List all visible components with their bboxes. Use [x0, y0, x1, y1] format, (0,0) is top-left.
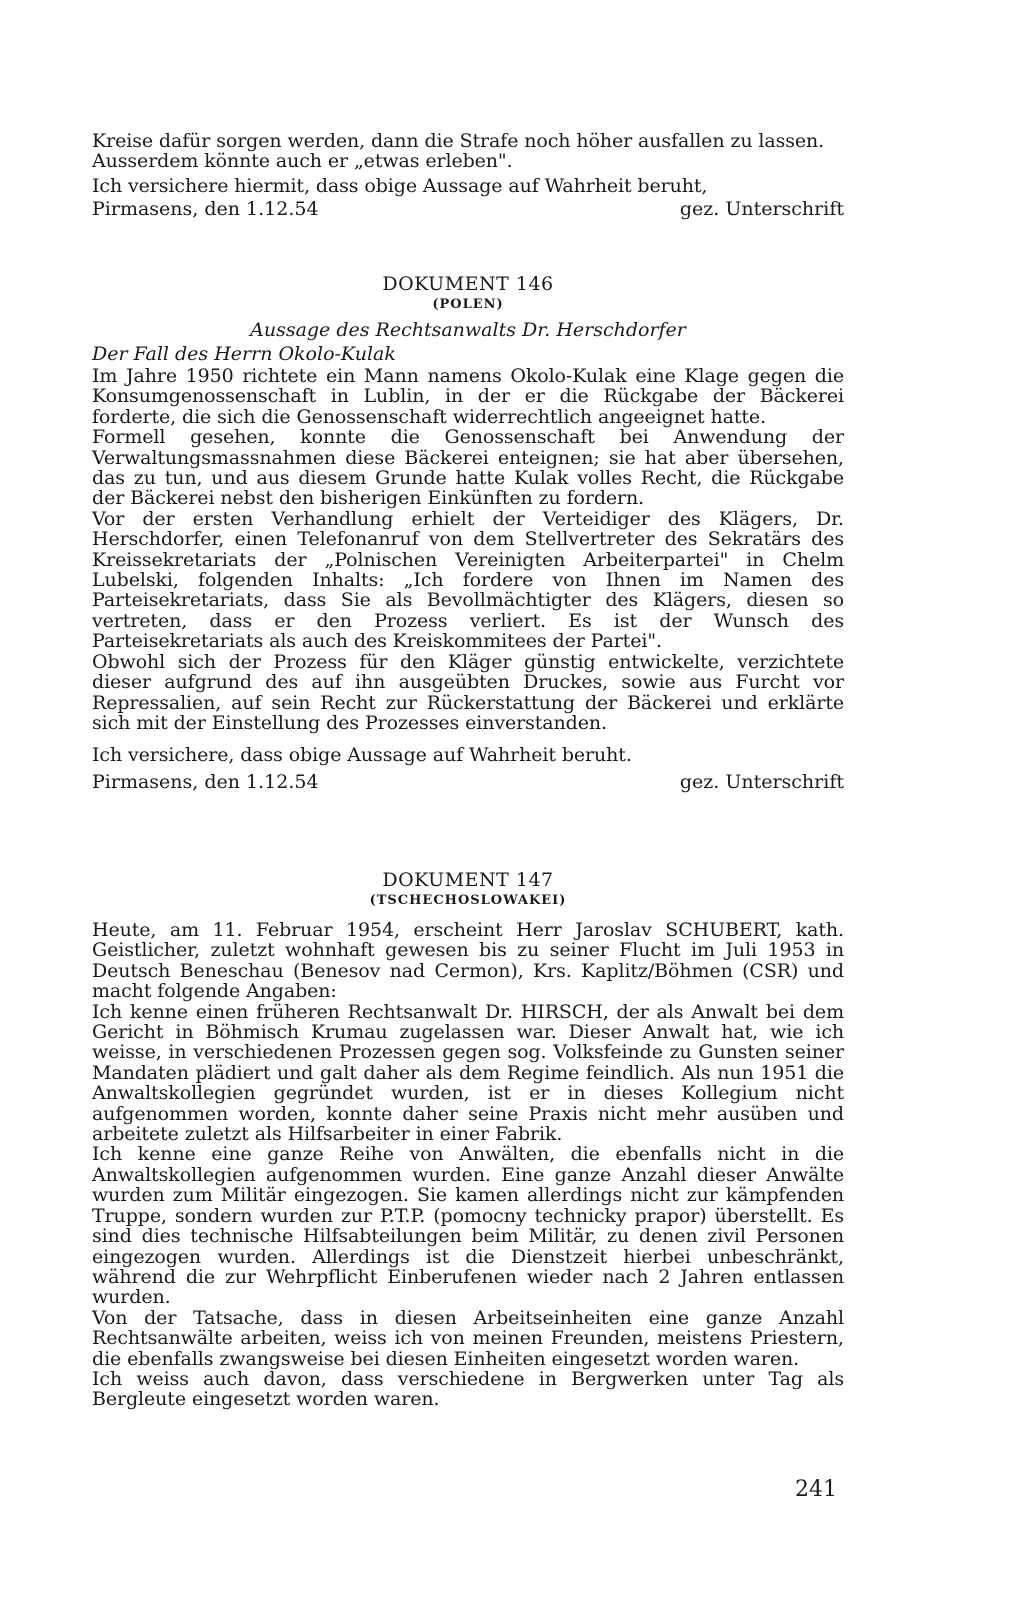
document-title: DOKUMENT 146: [382, 273, 554, 295]
signature-line: [92, 199, 844, 219]
paragraph: Ich weiss auch davon, dass verschiedene in Bergwerken unter Tag als Bergleute eingesetzt worden waren.: [92, 1367, 844, 1411]
paragraph: Ich versichere, dass obige Aussage auf Wahrheit beruht.: [92, 744, 632, 767]
paragraph: Ausserdem könnte auch er „etwas erleben".: [92, 150, 513, 173]
paragraph: Kreise dafür sorgen werden, dann die Strafe noch höher ausfallen zu lassen.: [92, 130, 825, 152]
paragraph: Formell gesehen, konnte die Genossenschaft bei Anwendung der Verwaltungsmassnahmen diese Bäckerei enteignen; sie hat aber übersehen, das zu tun, und aus diesem Grunde hatte Kulak volles Recht, die Rückgabe der Bäckerei nebst den bisherigen Einkünften zu fordern.: [92, 426, 844, 510]
place-date: Pirmasens, den 1.12.54: [92, 198, 319, 221]
paragraph: Obwohl sich der Prozess für den Kläger günstig entwickelte, verzichtete dieser aufgrund des auf ihn ausgeübten Druckes, sowie aus Furcht vor Repressalien, auf sein Recht zur Rückerstattung der Bäckerei und erklärte sich mit der Einstellung des Prozesses einverstanden.: [92, 650, 844, 734]
signature-line: [92, 772, 844, 792]
document-country: (TSCHECHOSLOWAKEI): [369, 893, 567, 908]
paragraph: Ich versichere hiermit, dass obige Aussage auf Wahrheit beruht,: [92, 174, 708, 197]
document-country: (POLEN): [432, 297, 504, 312]
document-147: [92, 868, 844, 1410]
signature: gez. Unterschrift: [679, 770, 844, 793]
document-title: DOKUMENT 147: [382, 869, 554, 891]
paragraph: Ich kenne einen früheren Rechtsanwalt Dr. HIRSCH, der als Anwalt bei dem Gericht in Böhmisch Krumau zugelassen war. Dieser Anwalt hat, wie ich weisse, in verschiedenen Prozessen gegen sog. Volksfeinde zu Gunsten seiner Mandaten plädiert und galt daher als dem Regime feindlich. Als nun 1951 die Anwaltskollegien gegründet wurden, ist er in dieses Kollegium nicht aufgenommen worden, konnte daher seine Praxis nicht mehr ausüben und arbeitete zuletzt als Hilfsarbeiter in einer Fabrik.: [92, 1000, 844, 1146]
paragraph: Vor der ersten Verhandlung erhielt der Verteidiger des Klägers, Dr. Herschdorfer, einen Telefonanruf von dem Stellvertreter des Sekratärs des Kreissekretariats der „Polnischen Vereinigten Arbeiterpartei" in Chelm Lubelski, folgenden Inhalts: „Ich fordere von Ihnen im Namen des Parteisekretariats, dass Sie als Bevollmächtigter des Klägers, diesen so vertreten, dass er den Prozess verliert. Es ist der Wunsch des Parteisekretariats als auch des Kreiskommitees der Partei".: [92, 507, 844, 653]
page-number: 241: [795, 1477, 837, 1502]
paragraph: Im Jahre 1950 richtete ein Mann namens Okolo-Kulak eine Klage gegen die Konsumgenossenschaft in Lublin, in der er die Rückgabe der Bäckerei forderte, die sich die Genossenschaft widerrechtlich angeeignet hatte.: [92, 365, 844, 428]
document-subtitle: Aussage des Rechtsanwalts Dr. Herschdorfer: [250, 319, 686, 341]
signature: gez. Unterschrift: [679, 198, 844, 221]
top-section: [92, 131, 844, 220]
paragraph: Ich kenne eine ganze Reihe von Anwälten, die ebenfalls nicht in die Anwaltskollegien aufgenommen wurden. Eine ganze Anzahl dieser Anwälte wurden zum Militär eingezogen. Sie kamen allerdings nicht zur kämpfenden Truppe, sondern wurden zur P.T.P. (pomocny technicky prapor) überstellt. Es sind dies technische Hilfsabteilungen beim Militär, zu denen zivil Personen eingezogen wurden. Allerdings ist die Dienstzeit hierbei unbeschränkt, während die zur Wehrpflicht Einberufenen wieder nach 2 Jahren entlassen wurden.: [92, 1143, 844, 1309]
place-date: Pirmasens, den 1.12.54: [92, 770, 319, 793]
paragraph: Heute, am 11. Februar 1954, erscheint Herr Jaroslav SCHUBERT, kath. Geistlicher, zuletzt wohnhaft gewesen bis zu seiner Flucht im Juli 1953 in Deutsch Beneschau (Benesov nad Cermon), Krs. Kaplitz/Böhmen (CSR) und macht folgende Angaben:: [92, 919, 844, 1003]
case-heading: Der Fall des Herrn Okolo-Kulak: [92, 343, 396, 365]
paragraph: Von der Tatsache, dass in diesen Arbeitseinheiten eine ganze Anzahl Rechtsanwälte arbeiten, weiss ich von meinen Freunden, meistens Priestern, die ebenfalls zwangsweise bei diesen Einheiten eingesetzt worden waren.: [92, 1306, 844, 1370]
document-146: [92, 272, 844, 792]
